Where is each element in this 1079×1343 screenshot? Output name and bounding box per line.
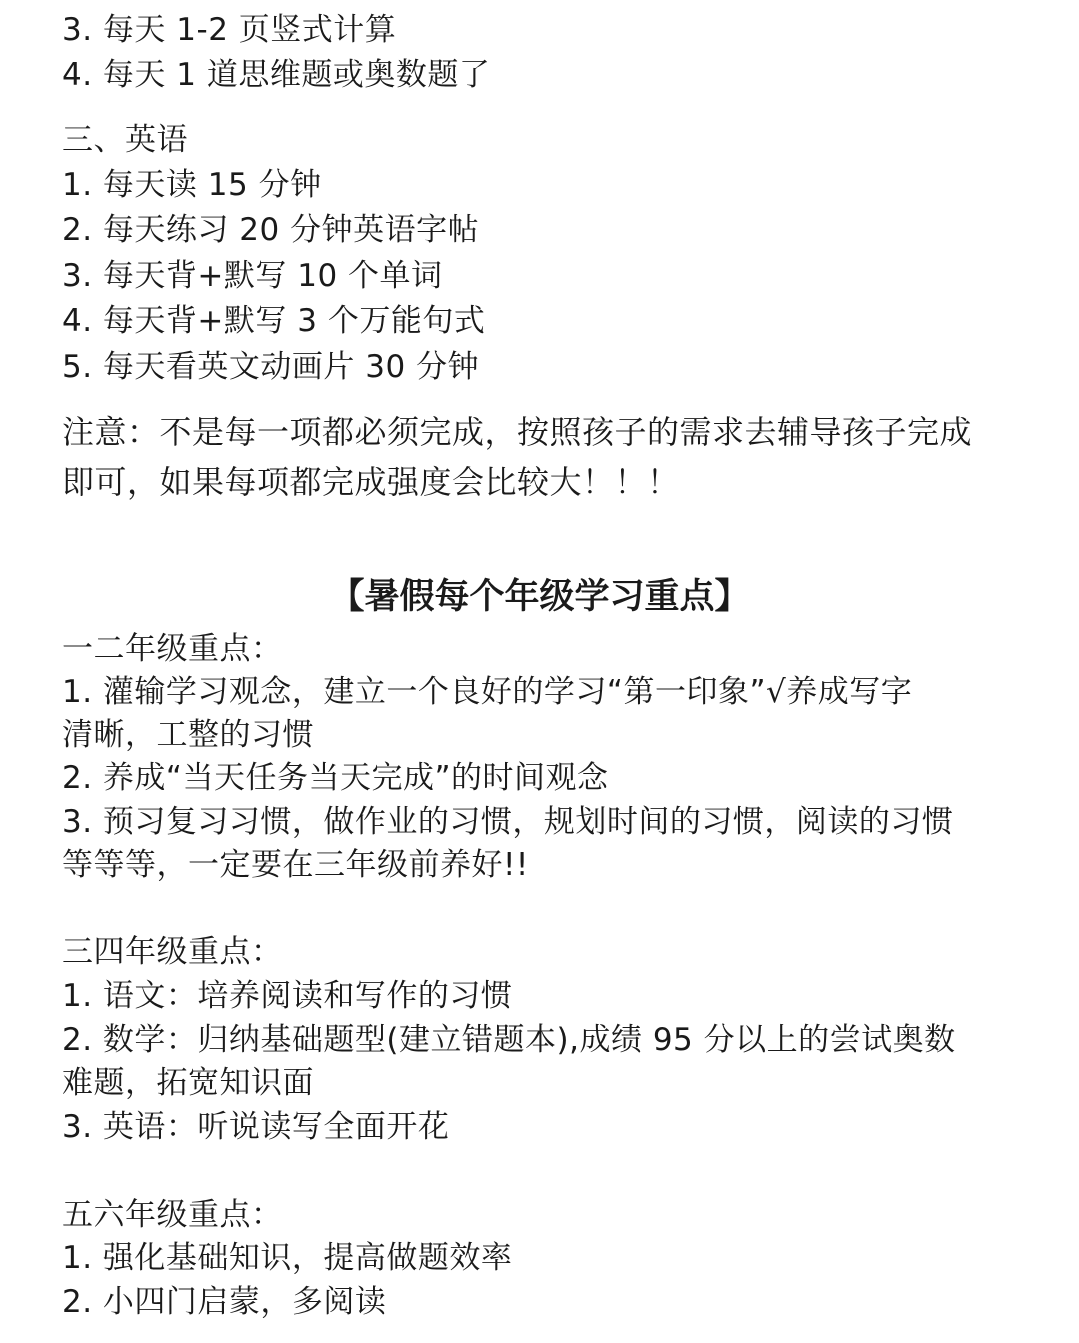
grade34-line-2: 2. 数学：归纳基础题型(建立错题本),成绩 95 分以上的尝试奥数 bbox=[62, 1022, 956, 1058]
english-item-3: 3. 每天背+默写 10 个单词 bbox=[62, 258, 443, 294]
grade34-heading: 三四年级重点： bbox=[62, 934, 283, 970]
english-item-5: 5. 每天看英文动画片 30 分钟 bbox=[62, 349, 480, 385]
note-line-1: 注意：不是每一项都必须完成，按照孩子的需求去辅导孩子完成 bbox=[62, 413, 973, 451]
english-item-1: 1. 每天读 15 分钟 bbox=[62, 167, 322, 203]
section-heading-english: 三、英语 bbox=[62, 122, 188, 158]
focus-title: 【暑假每个年级学习重点】 bbox=[329, 577, 750, 617]
grade12-line-5: 等等等，一定要在三年级前养好!! bbox=[62, 847, 529, 883]
grade34-line-1: 1. 语文：培养阅读和写作的习惯 bbox=[62, 978, 513, 1014]
grade56-line-2: 2. 小四门启蒙，多阅读 bbox=[62, 1284, 387, 1320]
english-item-4: 4. 每天背+默写 3 个万能句式 bbox=[62, 303, 486, 339]
grade12-line-1: 1. 灌输学习观念，建立一个良好的学习“第一印象”√养成写字 bbox=[62, 674, 913, 710]
grade56-heading: 五六年级重点： bbox=[62, 1197, 283, 1233]
grade12-line-3: 2. 养成“当天任务当天完成”的时间观念 bbox=[62, 760, 609, 796]
english-item-2: 2. 每天练习 20 分钟英语字帖 bbox=[62, 212, 480, 248]
grade34-line-3: 难题，拓宽知识面 bbox=[62, 1065, 314, 1101]
note-line-2: 即可，如果每项都完成强度会比较大！！！ bbox=[62, 463, 680, 501]
grade34-line-4: 3. 英语：听说读写全面开花 bbox=[62, 1109, 450, 1145]
math-item-4: 4. 每天 1 道思维题或奥数题了 bbox=[62, 57, 491, 93]
math-item-3: 3. 每天 1-2 页竖式计算 bbox=[62, 12, 397, 48]
grade56-line-1: 1. 强化基础知识，提高做题效率 bbox=[62, 1240, 513, 1276]
grade12-line-4: 3. 预习复习习惯，做作业的习惯，规划时间的习惯，阅读的习惯 bbox=[62, 804, 954, 840]
grade12-heading: 一二年级重点： bbox=[62, 631, 283, 667]
grade12-line-2: 清晰，工整的习惯 bbox=[62, 717, 314, 753]
